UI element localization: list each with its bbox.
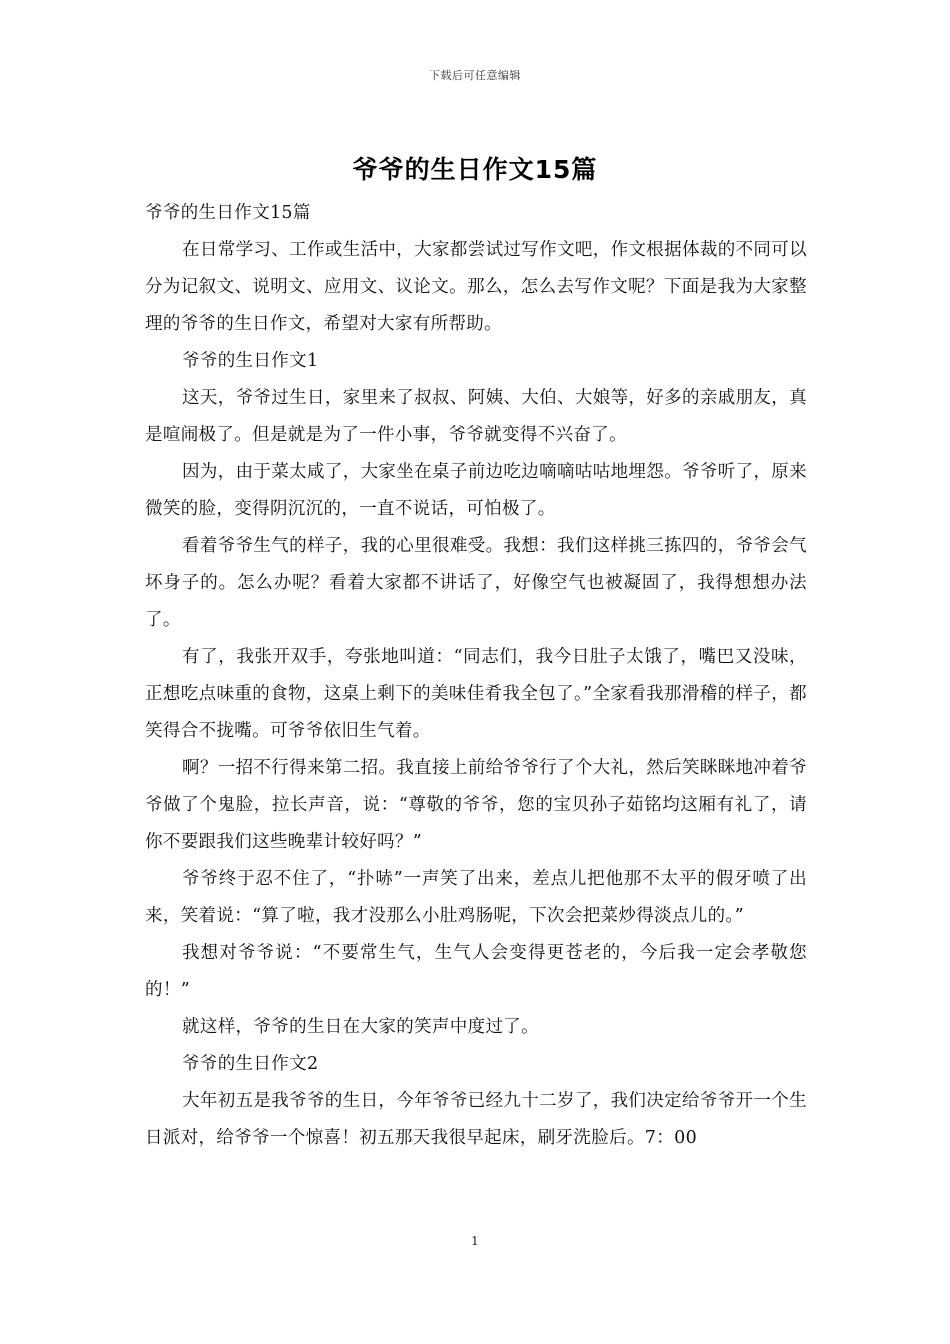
paragraph: 就这样，爷爷的生日在大家的笑声中度过了。 <box>182 1017 539 1037</box>
paragraph: 因为，由于菜太咸了，大家坐在桌子前边吃边嘀嘀咕咕地埋怨。爷爷听了，原来微笑的脸，变得阴沉沉的，一直不说话，可怕极了。 <box>145 462 807 519</box>
paragraph: 爷爷终于忍不住了，“扑哧”一声笑了出来，差点儿把他那不太平的假牙喷了出来，笑着说：“算了啦，我才没那么小肚鸡肠呢，下次会把菜炒得淡点儿的。” <box>145 869 807 926</box>
page-number: 1 <box>471 1234 479 1248</box>
document-body <box>145 195 807 1157</box>
document-title: 爷爷的生日作文15篇 <box>352 155 598 184</box>
section-heading-1: 爷爷的生日作文1 <box>182 351 319 371</box>
paragraph: 啊？一招不行得来第二招。我直接上前给爷爷行了个大礼，然后笑眯眯地冲着爷爷做了个鬼脸，拉长声音，说：“尊敬的爷爷，您的宝贝孙子茹铭均这厢有礼了，请你不要跟我们这些晚辈计较好吗？” <box>145 758 807 852</box>
paragraph: 我想对爷爷说：“不要常生气，生气人会变得更苍老的，今后我一定会孝敬您的！” <box>145 943 807 1000</box>
intro-paragraph: 在日常学习、工作或生活中，大家都尝试过写作文吧，作文根据体裁的不同可以分为记叙文、说明文、应用文、议论文。那么，怎么去写作文呢？下面是我为大家整理的爷爷的生日作文，希望对大家有所帮助。 <box>145 240 807 334</box>
subtitle-line: 爷爷的生日作文15篇 <box>145 203 311 223</box>
section-heading-2: 爷爷的生日作文2 <box>182 1054 319 1074</box>
paragraph: 大年初五是我爷爷的生日，今年爷爷已经九十二岁了，我们决定给爷爷开一个生日派对，给爷爷一个惊喜！初五那天我很早起床，刷牙洗脸后。7：00 <box>145 1091 807 1148</box>
paragraph: 这天，爷爷过生日，家里来了叔叔、阿姨、大伯、大娘等，好多的亲戚朋友，真是喧闹极了。但是就是为了一件小事，爷爷就变得不兴奋了。 <box>145 388 807 445</box>
paragraph: 看着爷爷生气的样子，我的心里很难受。我想：我们这样挑三拣四的，爷爷会气坏身子的。怎么办呢？看着大家都不讲话了，好像空气也被凝固了，我得想想办法了。 <box>145 536 807 630</box>
paragraph: 有了，我张开双手，夸张地叫道：“同志们，我今日肚子太饿了，嘴巴又没味，正想吃点味重的食物，这桌上剩下的美味佳肴我全包了。”全家看我那滑稽的样子，都笑得合不拢嘴。可爷爷依旧生气着。 <box>145 647 807 741</box>
header-note: 下载后可任意编辑 <box>429 69 521 82</box>
